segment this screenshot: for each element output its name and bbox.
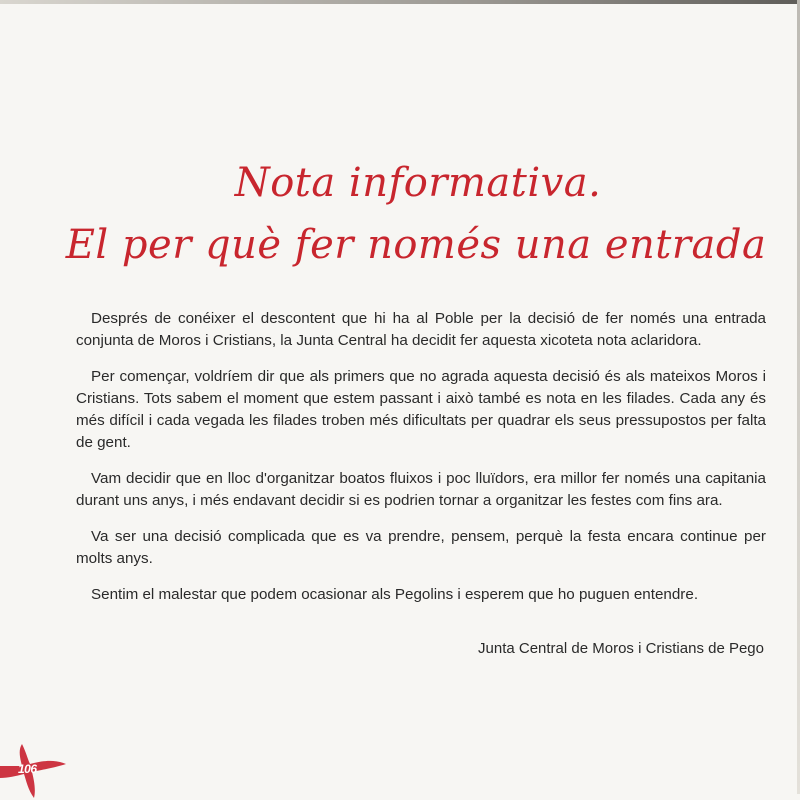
title-line-2: El per què fer només una entrada — [65, 222, 767, 268]
paragraph-5: Sentim el malestar que podem ocasionar als Pegolins i esperem que ho puguen entendre. — [91, 586, 699, 603]
page-number: 106 — [18, 762, 37, 776]
title-line-1: Nota informativa. — [234, 160, 602, 206]
paragraph-2: Per començar, voldríem dir que als primers que no agrada aquesta decisió és als mateixos Moros i Cristians. Tots sabem el moment que estem passant i això també es nota en les filades. Cada any és més difícil i cada vegada les filades troben més dificultats per quadrar els seus pressupostos per falta de gent. — [76, 368, 766, 451]
paragraph-1: Després de conéixer el descontent que hi ha al Poble per la decisió de fer només una entrada conjunta de Moros i Cristians, la Junta Central ha decidit fer aquesta xicoteta nota aclaridora. — [76, 310, 766, 349]
paragraph-4: Va ser una decisió complicada que es va prendre, pensem, perquè la festa encara continue per molts anys. — [76, 528, 766, 567]
signature: Junta Central de Moros i Cristians de Pego — [478, 640, 764, 657]
body-text — [76, 308, 766, 620]
paragraph-3: Vam decidir que en lloc d'organitzar boatos fluixos i poc lluïdors, era millor fer només una capitania durant uns anys, i més endavant decidir si es podrien tornar a organitzar les festes com fins ara. — [76, 470, 766, 509]
top-edge-rule — [0, 0, 800, 4]
